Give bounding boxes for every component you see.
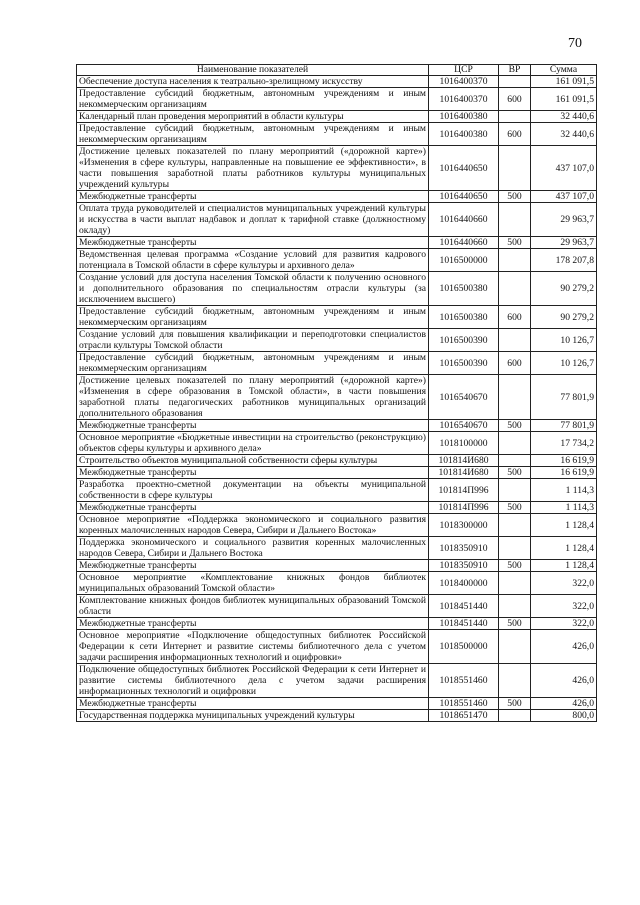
row-sum: 161 091,5	[531, 76, 597, 88]
row-vr	[499, 203, 531, 237]
table-row	[77, 420, 597, 432]
table-row	[77, 375, 597, 420]
row-csr: 1018350910	[429, 560, 499, 572]
table-row	[77, 595, 597, 618]
row-sum: 1 114,3	[531, 479, 597, 502]
row-name: Межбюджетные трансферты	[77, 502, 429, 514]
table-row	[77, 432, 597, 455]
header-csr: ЦСР	[429, 65, 499, 76]
row-vr: 500	[499, 698, 531, 710]
row-vr: 500	[499, 420, 531, 432]
row-sum: 32 440,6	[531, 111, 597, 123]
table-row	[77, 618, 597, 630]
table-row	[77, 560, 597, 572]
header-sum: Сумма	[531, 65, 597, 76]
table-row	[77, 191, 597, 203]
row-csr: 1016400370	[429, 76, 499, 88]
row-vr	[499, 710, 531, 722]
row-sum: 10 126,7	[531, 329, 597, 352]
row-name: Основное мероприятие «Комплектование книжных фондов библиотек муниципальных образований Томской области»	[77, 572, 429, 595]
row-csr: 1018100000	[429, 432, 499, 455]
table-row	[77, 514, 597, 537]
row-name: Основное мероприятие «Подключение общедоступных библиотек Российской Федерации к сети Интернет и развитие системы библиотечного дела с учетом задачи расширения информационных технологий и оцифровки»	[77, 630, 429, 664]
row-sum: 90 279,2	[531, 272, 597, 306]
row-vr: 600	[499, 352, 531, 375]
row-vr: 500	[499, 618, 531, 630]
row-csr: 1018651470	[429, 710, 499, 722]
row-vr	[499, 479, 531, 502]
row-name: Межбюджетные трансферты	[77, 560, 429, 572]
row-vr	[499, 630, 531, 664]
row-sum: 322,0	[531, 595, 597, 618]
table-row	[77, 467, 597, 479]
row-sum: 437 107,0	[531, 191, 597, 203]
row-vr	[499, 375, 531, 420]
row-sum: 16 619,9	[531, 467, 597, 479]
row-sum: 17 734,2	[531, 432, 597, 455]
row-vr: 600	[499, 306, 531, 329]
row-name: Обеспечение доступа населения к театрально-зрелищному искусству	[77, 76, 429, 88]
row-sum: 16 619,9	[531, 455, 597, 467]
row-csr: 1018300000	[429, 514, 499, 537]
row-name: Предоставление субсидий бюджетным, автономным учреждениям и иным некоммерческим организациям	[77, 352, 429, 375]
table-row	[77, 455, 597, 467]
row-vr	[499, 272, 531, 306]
table-row	[77, 572, 597, 595]
row-name: Межбюджетные трансферты	[77, 237, 429, 249]
row-name: Основное мероприятие «Бюджетные инвестиции на строительство (реконструкцию) объектов сферы культуры и архивного дела»	[77, 432, 429, 455]
row-csr: 1016500390	[429, 352, 499, 375]
row-sum: 90 279,2	[531, 306, 597, 329]
row-sum: 1 128,4	[531, 537, 597, 560]
row-vr	[499, 432, 531, 455]
table-row	[77, 249, 597, 272]
row-csr: 1018551460	[429, 664, 499, 698]
table-row	[77, 537, 597, 560]
row-sum: 29 963,7	[531, 203, 597, 237]
row-csr: 1018400000	[429, 572, 499, 595]
row-csr: 101814П996	[429, 479, 499, 502]
row-name: Комплектование книжных фондов библиотек муниципальных образований Томской области	[77, 595, 429, 618]
row-sum: 426,0	[531, 698, 597, 710]
row-name: Достижение целевых показателей по плану мероприятий («дорожной карте») «Изменения в сфере образования в Томской области», в части повышения заработной платы педагогических работников муниципальных организаций дополнительного образования	[77, 375, 429, 420]
row-name: Поддержка экономического и социального развития коренных малочисленных народов Севера, Сибири и Дальнего Востока	[77, 537, 429, 560]
table-row	[77, 88, 597, 111]
row-csr: 1018500000	[429, 630, 499, 664]
table-row	[77, 502, 597, 514]
row-name: Предоставление субсидий бюджетным, автономным учреждениям и иным некоммерческим организациям	[77, 88, 429, 111]
row-name: Межбюджетные трансферты	[77, 618, 429, 630]
row-vr: 600	[499, 123, 531, 146]
row-sum: 322,0	[531, 618, 597, 630]
table-row	[77, 123, 597, 146]
row-sum: 1 128,4	[531, 560, 597, 572]
row-sum: 800,0	[531, 710, 597, 722]
row-csr: 1018451440	[429, 618, 499, 630]
row-name: Ведомственная целевая программа «Создание условий для развития кадрового потенциала в Томской области в сфере культуры и архивного дела»	[77, 249, 429, 272]
row-sum: 29 963,7	[531, 237, 597, 249]
row-name: Межбюджетные трансферты	[77, 191, 429, 203]
row-csr: 1018451440	[429, 595, 499, 618]
row-sum: 77 801,9	[531, 420, 597, 432]
row-name: Межбюджетные трансферты	[77, 467, 429, 479]
table-row	[77, 272, 597, 306]
row-csr: 101814И680	[429, 467, 499, 479]
row-sum: 426,0	[531, 630, 597, 664]
row-vr	[499, 514, 531, 537]
row-sum: 1 114,3	[531, 502, 597, 514]
row-csr: 1018551460	[429, 698, 499, 710]
table-row	[77, 479, 597, 502]
row-name: Основное мероприятие «Поддержка экономического и социального развития коренных малочисленных народов Севера, Сибири и Дальнего Востока»	[77, 514, 429, 537]
row-name: Межбюджетные трансферты	[77, 420, 429, 432]
page-number: 70	[568, 36, 582, 51]
table-row	[77, 664, 597, 698]
row-csr: 1016440650	[429, 146, 499, 191]
row-sum: 322,0	[531, 572, 597, 595]
row-csr: 1016500000	[429, 249, 499, 272]
row-name: Создание условий для доступа населения Томской области к получению основного и дополнительного образования по специальностям отрасли культуры (за исключением высшего)	[77, 272, 429, 306]
row-vr	[499, 455, 531, 467]
row-csr: 1016540670	[429, 420, 499, 432]
row-csr: 1016400370	[429, 88, 499, 111]
table-row	[77, 710, 597, 722]
row-csr: 101814П996	[429, 502, 499, 514]
row-vr: 600	[499, 88, 531, 111]
row-csr: 1016400380	[429, 123, 499, 146]
row-csr: 1016500380	[429, 272, 499, 306]
row-vr	[499, 146, 531, 191]
budget-table	[76, 64, 597, 722]
row-csr: 1016440660	[429, 237, 499, 249]
row-vr	[499, 111, 531, 123]
table-row	[77, 146, 597, 191]
row-csr: 1016540670	[429, 375, 499, 420]
table-header-row	[77, 65, 597, 76]
table-row	[77, 237, 597, 249]
row-csr: 1018350910	[429, 537, 499, 560]
header-vr: ВР	[499, 65, 531, 76]
row-vr: 500	[499, 502, 531, 514]
row-vr: 500	[499, 237, 531, 249]
row-sum: 426,0	[531, 664, 597, 698]
row-vr: 500	[499, 560, 531, 572]
table-row	[77, 630, 597, 664]
header-name: Наименование показателей	[77, 65, 429, 76]
row-name: Предоставление субсидий бюджетным, автономным учреждениям и иным некоммерческим организациям	[77, 306, 429, 329]
row-sum: 1 128,4	[531, 514, 597, 537]
row-name: Межбюджетные трансферты	[77, 698, 429, 710]
row-vr: 500	[499, 191, 531, 203]
row-name: Предоставление субсидий бюджетным, автономным учреждениям и иным некоммерческим организациям	[77, 123, 429, 146]
row-vr: 500	[499, 467, 531, 479]
table-row	[77, 329, 597, 352]
table-row	[77, 203, 597, 237]
row-name: Строительство объектов муниципальной собственности сферы культуры	[77, 455, 429, 467]
row-name: Оплата труда руководителей и специалистов муниципальных учреждений культуры и искусства в части выплат надбавок и доплат к тарифной ставке (должностному окладу)	[77, 203, 429, 237]
row-name: Календарный план проведения мероприятий в области культуры	[77, 111, 429, 123]
row-csr: 1016440650	[429, 191, 499, 203]
row-sum: 178 207,8	[531, 249, 597, 272]
row-vr	[499, 537, 531, 560]
row-sum: 32 440,6	[531, 123, 597, 146]
table-body	[77, 76, 597, 722]
row-sum: 10 126,7	[531, 352, 597, 375]
row-csr: 1016440660	[429, 203, 499, 237]
row-name: Подключение общедоступных библиотек Российской Федерации к сети Интернет и развитие системы библиотечного дела с учетом задачи расширения информационных технологий и оцифровки	[77, 664, 429, 698]
row-name: Создание условий для повышения квалификации и переподготовки специалистов отрасли культуры Томской области	[77, 329, 429, 352]
row-csr: 101814И680	[429, 455, 499, 467]
table-row	[77, 306, 597, 329]
row-name: Разработка проектно-сметной документации на объекты муниципальной собственности в сфере культуры	[77, 479, 429, 502]
row-name: Государственная поддержка муниципальных учреждений культуры	[77, 710, 429, 722]
row-csr: 1016500390	[429, 329, 499, 352]
table-row	[77, 352, 597, 375]
row-vr	[499, 572, 531, 595]
table-row	[77, 698, 597, 710]
row-sum: 77 801,9	[531, 375, 597, 420]
row-sum: 161 091,5	[531, 88, 597, 111]
row-csr: 1016400380	[429, 111, 499, 123]
row-vr	[499, 249, 531, 272]
row-name: Достижение целевых показателей по плану мероприятий («дорожной карте») «Изменения в сфере культуры, направленные на повышение ее эффективности», в части повышения заработной платы работников культуры муниципальных учреждений культуры	[77, 146, 429, 191]
row-sum: 437 107,0	[531, 146, 597, 191]
row-vr	[499, 595, 531, 618]
table-row	[77, 111, 597, 123]
row-vr	[499, 329, 531, 352]
row-csr: 1016500380	[429, 306, 499, 329]
table-row	[77, 76, 597, 88]
row-vr	[499, 76, 531, 88]
row-vr	[499, 664, 531, 698]
